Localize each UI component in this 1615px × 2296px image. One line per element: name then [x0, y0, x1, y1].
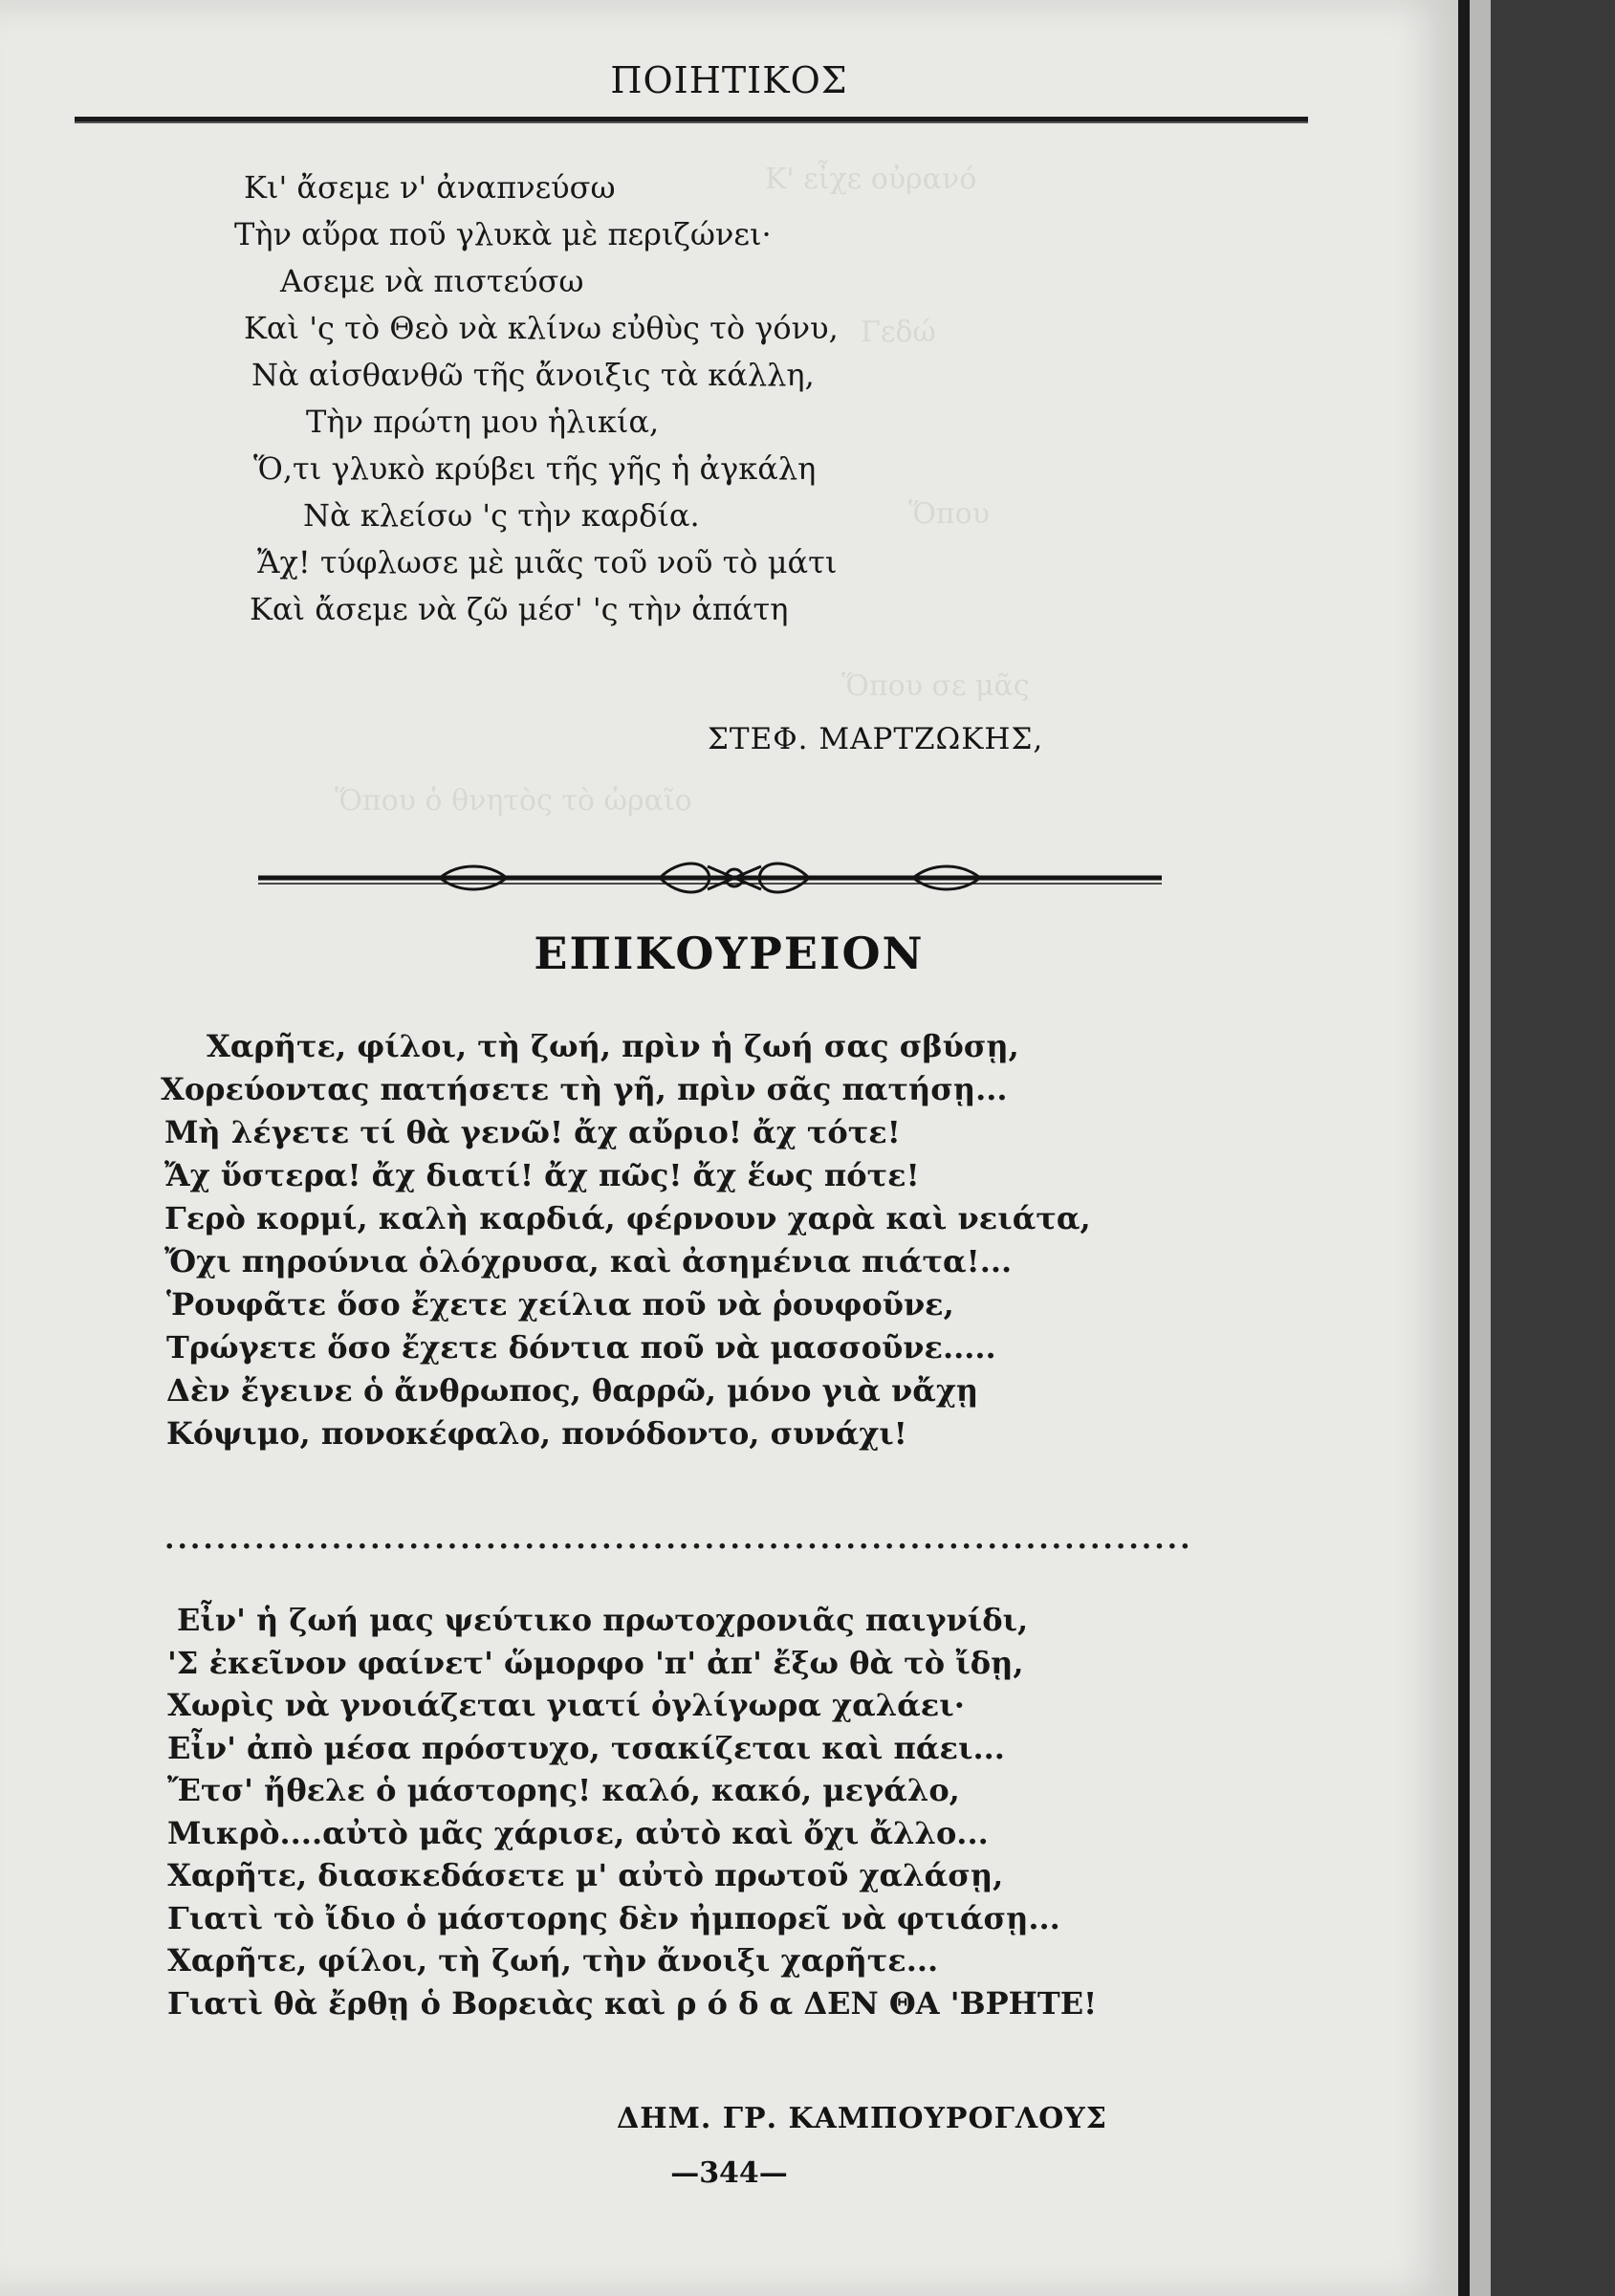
ornament-divider: [258, 849, 1162, 907]
poem-line: Ἄχ! τύφλωσε μὲ μιᾶς τοῦ νοῦ τὸ μάτι: [257, 544, 838, 580]
poem-line: Καὶ ἄσεμε νὰ ζῶ μέσ' 'ς τὴν ἀπάτη: [250, 591, 789, 627]
poem-line: Εἶν' ἡ ζωή μας ψεύτικο πρωτοχρονιᾶς παιγνίδι,: [177, 1602, 1029, 1638]
poem-line: Δὲν ἔγεινε ὁ ἄνθρωπος, θαρρῶ, μόνο γιὰ νἄχῃ: [166, 1372, 979, 1409]
bleed-through: Ὅπου: [908, 497, 990, 531]
background-surface: [1491, 0, 1615, 2296]
section-title: ΕΠΙΚΟΥΡΕΙΟΝ: [534, 928, 925, 979]
signature-kambouroglous: ΔΗΜ. ΓΡ. ΚΑΜΠΟΥΡΟΓΛΟΥΣ: [617, 2102, 1107, 2135]
bleed-through: Γεδώ: [861, 316, 936, 349]
poem-line: Εἶν' ἀπὸ μέσα πρόστυχο, τσακίζεται καὶ πάει...: [167, 1729, 1005, 1766]
poem-2: [161, 1025, 1091, 1455]
poem-line: Γιατὶ θὰ ἔρθῃ ὁ Βορειὰς καὶ ρ ό δ α ΔΕΝ ΘΑ 'ΒΡΗΤΕ!: [167, 1984, 1098, 2022]
poem-line: Μικρὸ....αὐτὸ μᾶς χάρισε, αὐτὸ καὶ ὄχι ἄλλο...: [167, 1814, 989, 1851]
bleed-through: Ὅπου σε μᾶς: [841, 669, 1030, 703]
dotted-separator: ................................................................................: [164, 1522, 1193, 1556]
poem-line: Ασεμε νὰ πιστεύσω: [280, 263, 584, 299]
poem-line: Χωρὶς νὰ γνοιάζεται γιατί ὀγλίγωρα χαλάει·: [167, 1687, 965, 1723]
poem-line: Τὴν αὔρα ποῦ γλυκὰ μὲ περιζώνει·: [234, 216, 772, 252]
book-gutter: [1458, 0, 1470, 2296]
bleed-through: Κ' εἶχε οὐρανό: [765, 163, 977, 196]
poem-line: Ἔτσ' ἤθελε ὁ μάστορης! καλό, κακό, μεγάλο,: [167, 1772, 960, 1808]
poem-line: Χορεύοντας πατήσετε τὴ γῆ, πρὶν σᾶς πατήσῃ...: [161, 1071, 1008, 1107]
poem-1: [234, 164, 839, 633]
poem-line: Τὴν πρώτη μου ἡλικία,: [306, 404, 660, 440]
poem-line: Κόψιμο, πονοκέφαλο, πονόδοντο, συνάχι!: [166, 1415, 907, 1452]
header-rule: [75, 117, 1308, 123]
poem-line: Χαρῆτε, φίλοι, τὴ ζωή, πρὶν ἡ ζωή σας σβύσῃ,: [207, 1028, 1019, 1064]
page-number: —344—: [670, 2156, 788, 2190]
poem-3: [167, 1599, 1097, 2024]
poem-line: 'Σ ἐκεῖνον φαίνετ' ὥμορφο 'π' ἀπ' ἔξω θὰ τὸ ἴδῃ,: [167, 1644, 1024, 1681]
poem-line: Ὅ,τι γλυκὸ κρύβει τῆς γῆς ἡ ἀγκάλη: [253, 450, 817, 487]
poem-line: Ἄχ ὕστερα! ἄχ διατί! ἄχ πῶς! ἄχ ἕως πότε!: [164, 1157, 920, 1193]
poem-line: Χαρῆτε, διασκεδάσετε μ' αὐτὸ πρωτοῦ χαλάσῃ,: [167, 1857, 1004, 1893]
poem-line: Καὶ 'ς τὸ Θεὸ νὰ κλίνω εὐθὺς τὸ γόνυ,: [244, 310, 839, 346]
poem-line: Ῥουφᾶτε ὅσο ἔχετε χείλια ποῦ νὰ ῥουφοῦνε,: [166, 1286, 954, 1323]
poem-line: Μὴ λέγετε τί θὰ γενῶ! ἄχ αὔριο! ἄχ τότε!: [164, 1114, 901, 1150]
poem-line: Ὄχι πηρούνια ὁλόχρυσα, καὶ ἀσημένια πιάτα!...: [164, 1243, 1013, 1279]
poem-line: Γιατὶ τὸ ἴδιο ὁ μάστορης δὲν ἠμπορεῖ νὰ φτιάσῃ...: [167, 1899, 1060, 1936]
signature-martzokis: ΣΤΕΦ. ΜΑΡΤΖΩΚΗΣ,: [708, 722, 1044, 756]
page-edge: [1470, 0, 1491, 2296]
poem-line: Γερὸ κορμί, καλὴ καρδιά, φέρνουν χαρὰ καὶ νειάτα,: [164, 1200, 1091, 1236]
poem-line: Τρώγετε ὅσο ἔχετε δόντια ποῦ νὰ μασσοῦνε.....: [166, 1329, 996, 1366]
poem-line: Νὰ κλείσω 'ς τὴν καρδία.: [303, 497, 700, 534]
poem-line: Κι' ἄσεμε ν' ἀναπνεύσω: [244, 169, 616, 206]
poem-line: Χαρῆτε, φίλοι, τὴ ζωή, τὴν ἄνοιξι χαρῆτε...: [167, 1942, 939, 1979]
bleed-through: Ὅπου ὁ θνητὸς τὸ ὡραῖο: [335, 784, 692, 818]
poem-line: Νὰ αἰσθανθῶ τῆς ἄνοιξις τὰ κάλλη,: [251, 357, 815, 393]
running-head: ΠΟΙΗΤΙΚΟΣ: [610, 59, 848, 101]
